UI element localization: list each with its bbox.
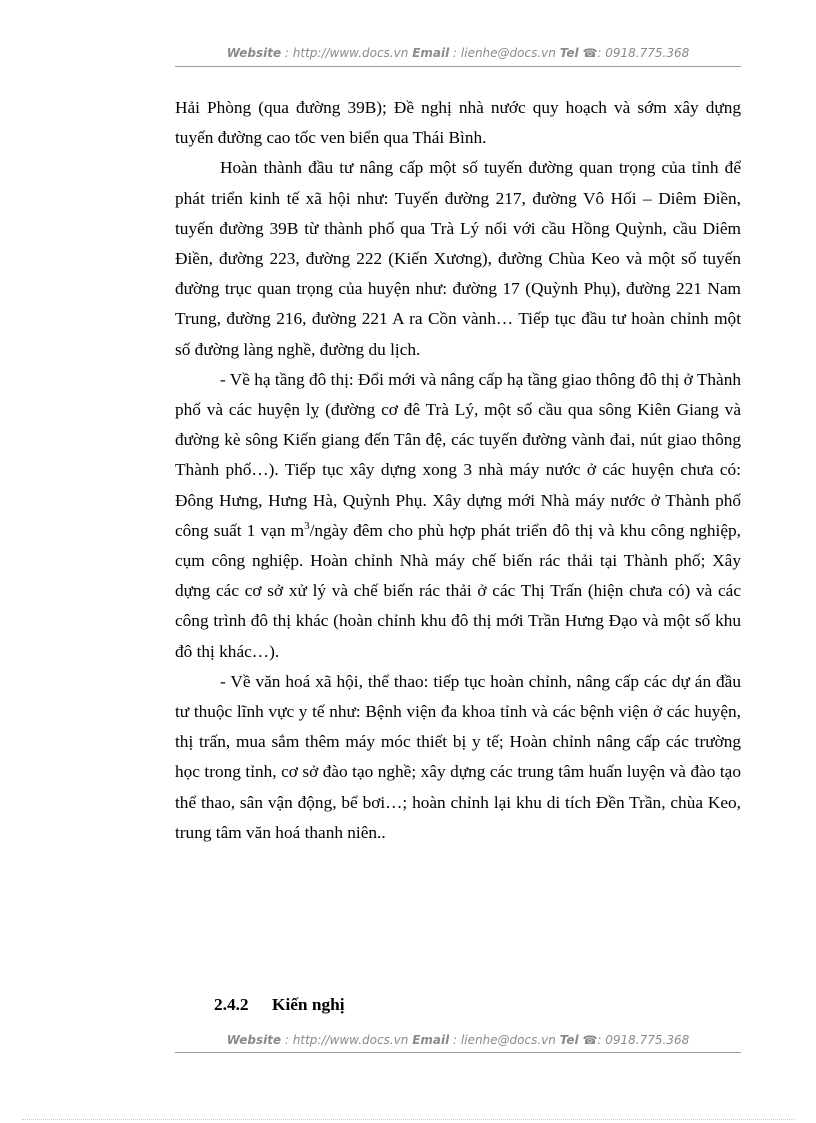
page-header	[175, 46, 741, 60]
paragraph-3-part-1: - Về hạ tầng đô thị: Đổi mới và nâng cấp hạ tầng giao thông đô thị ở Thành phố và các huyện lỵ (đường cơ đê Trà Lý, một số cầu qua sông Kiên Giang và đường kè sông Kiến giang đến Tân đệ, các tuyến đường vành đai, nút giao thông Thành phố…). Tiếp tục xây dựng xong 3 nhà máy nước ở các huyện chưa có: Đông Hưng, Hưng Hà, Quỳnh Phụ. Xây dựng mới Nhà máy nước ở Thành phố công suất 1 vạn m	[175, 369, 741, 540]
page-edge-divider	[22, 1119, 794, 1120]
paragraph-2: Hoàn thành đầu tư nâng cấp một số tuyến đường quan trọng của tỉnh để phát triển kinh tế xã hội như: Tuyến đường 217, đường Vô Hối – Diêm Điền, tuyến đường 39B từ thành phố qua Trà Lý nối với cầu Hồng Quỳnh, cầu Diêm Điền, đường 223, đường 222 (Kiến Xương), đường Chùa Keo và một số tuyến đường trục quan trọng của huyện như: đường 17 (Quỳnh Phụ), đường 221 Nam Trung, đường 216, đường 221 A ra Cồn vành… Tiếp tục đầu tư hoàn chỉnh một số đường làng nghề, đường du lịch.	[175, 158, 741, 359]
footer-email-label: Email	[412, 1033, 450, 1047]
website-value: : http://www.docs.vn	[284, 46, 409, 60]
email-value: : lienhe@docs.vn	[453, 46, 556, 60]
email-label: Email	[412, 46, 450, 60]
footer-tel-label: Tel	[559, 1033, 579, 1047]
document-body	[175, 93, 741, 848]
paragraph-4: - Về văn hoá xã hội, thể thao: tiếp tục hoàn chỉnh, nâng cấp các dự án đầu tư thuộc lĩnh vực y tế như: Bệnh viện đa khoa tỉnh và các bệnh viện ở các huyện, thị trấn, mua sắm thêm máy móc thiết bị y tế; Hoàn chỉnh nâng cấp các trường học trong tỉnh, cơ sở đào tạo nghề; xây dựng các trung tâm huấn luyện và đào tạo thể thao, sân vận động, bể bơi…; hoàn chỉnh lại khu di tích Đền Trần, chùa Keo, trung tâm văn hoá thanh niên..	[175, 671, 741, 842]
tel-label: Tel	[559, 46, 579, 60]
superscript-cubed: 3	[304, 520, 310, 533]
website-label: Website	[226, 46, 282, 60]
paragraph-3-part-2: /ngày đêm cho phù hợp phát triển đô thị và khu công nghiệp, cụm công nghiệp. Hoàn chỉnh Nhà máy chế biến rác thải tại Thành phố; Xây dựng các cơ sở xử lý và chế biến rác thải ở các Thị Trấn (hiện chưa có) và các công trình đô thị khác (hoàn chỉnh khu đô thị mới Trần Hưng Đạo và một số khu đô thị khác…).	[175, 520, 741, 661]
header-divider	[175, 66, 741, 67]
section-title: Kiến nghị	[272, 995, 345, 1014]
tel-value: : 0918.775.368	[597, 46, 690, 60]
phone-icon: ☎	[582, 46, 598, 60]
paragraph-1: Hải Phòng (qua đường 39B); Đề nghị nhà nước quy hoạch và sớm xây dựng tuyến đường cao tốc ven biển qua Thái Bình.	[175, 98, 741, 148]
section-number: 2.4.2	[214, 995, 249, 1014]
footer-email-value: : lienhe@docs.vn	[453, 1033, 556, 1047]
page-footer	[175, 1033, 741, 1047]
footer-tel-value: : 0918.775.368	[597, 1033, 690, 1047]
footer-divider	[175, 1052, 741, 1053]
footer-phone-icon: ☎	[582, 1033, 598, 1047]
footer-website-value: : http://www.docs.vn	[284, 1033, 409, 1047]
section-heading	[214, 995, 345, 1015]
footer-website-label: Website	[226, 1033, 282, 1047]
paragraph-3	[175, 365, 741, 667]
